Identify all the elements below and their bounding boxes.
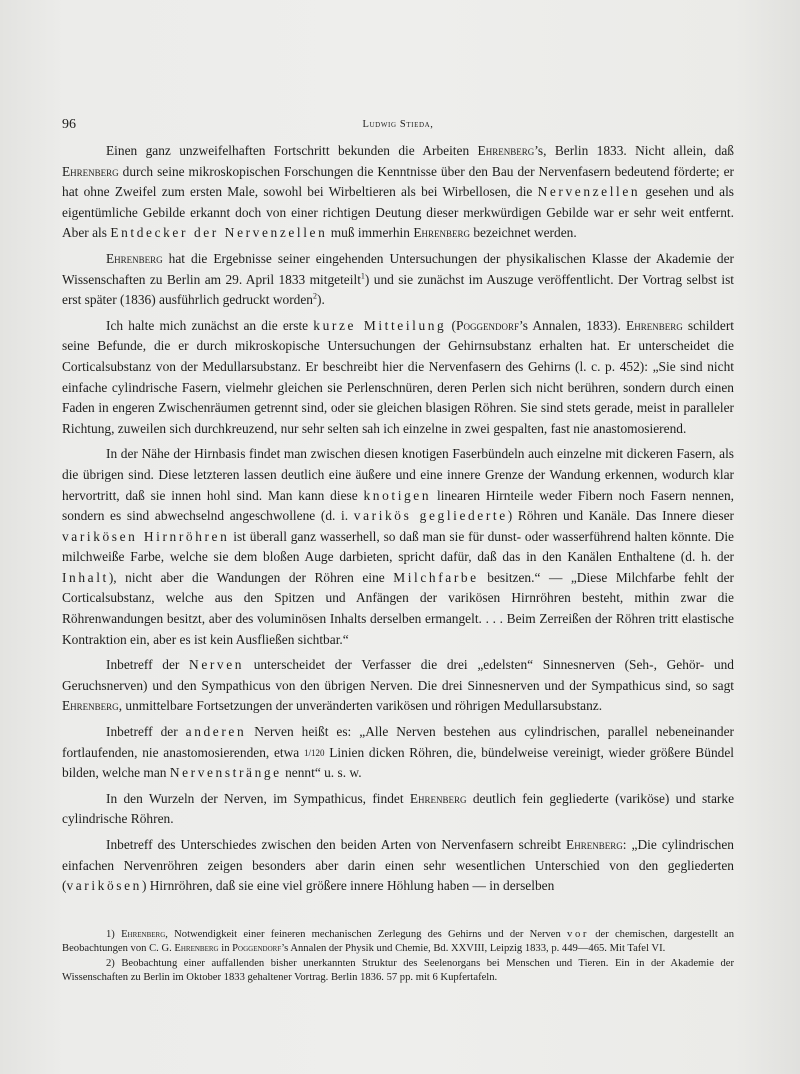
- text-run: Inbetreff der: [106, 724, 186, 740]
- text-run: muß immerhin: [327, 225, 414, 241]
- text-run-sp: knotigen: [363, 487, 432, 503]
- text-run-sup: 2: [313, 291, 317, 301]
- text-run-sp: Inhalt: [62, 569, 109, 585]
- text-run-sp: Nervenstränge: [169, 765, 282, 781]
- paragraph: [62, 835, 734, 897]
- page-number: 96: [62, 117, 76, 132]
- paragraph: [62, 655, 734, 717]
- text-run: Inbetreff des Unterschiedes zwischen den beiden Arten von Nervenfasern schreibt: [106, 837, 567, 852]
- text-run: (: [446, 317, 457, 333]
- text-run-sp: vor: [567, 929, 589, 940]
- text-run: ) und sie zunächst im Auszuge veröffentlicht. Der Vortrag selbst ist erst später (1836) ausführlich gedruckt worden: [62, 271, 735, 308]
- text-run: Nerven heißt es: „Alle Nerven bestehen aus cylindrischen, parallel nebeneinander fortlaufenden, nie anastomosierenden, etwa: [62, 724, 734, 760]
- text-run: ).: [317, 292, 325, 308]
- text-run-sc: Ehrenberg: [477, 143, 535, 158]
- text-run-sp: varikösen Hirnröhren: [62, 528, 230, 544]
- text-run: deutlich fein gegliederte (variköse) und starke cylindrische Röhren.: [62, 790, 735, 827]
- footnote: [62, 957, 734, 986]
- text-run: nennt“ u. s. w.: [281, 765, 362, 781]
- page-header: [62, 117, 734, 137]
- text-run-sp: varikösen: [66, 878, 142, 894]
- text-run-sc: Ehrenberg: [106, 250, 163, 266]
- paragraph: [62, 722, 734, 784]
- text-run: unterscheidet der Verfasser die drei „edelsten“ Sinnesnerven (Seh-, Gehör- und Geruchsnerven) und den Sympathicus von den übrigen Nerven. Die drei Sinnesnerven und der Sympathicus sind, so sagt: [62, 657, 734, 693]
- text-run-sc: Ehrenberg: [121, 929, 166, 940]
- text-run-sc: Poggendorf: [456, 317, 519, 333]
- paragraph: [62, 249, 734, 311]
- text-run: durch seine mikroskopischen Forschungen die Kenntnisse über den Bau der Nervenfasern bedeutend förderte; er hat ohne Zweifel zum ersten Male, sowohl bei Wirbeltieren als bei Wirbellosen, die: [62, 163, 734, 200]
- text-run-sp: Nerven: [189, 657, 245, 673]
- text-run-frac: 1/120: [303, 747, 325, 758]
- text-run: besitzen.“ — „Diese Milchfarbe fehlt der Corticalsubstanz, welche aus den Spitzen und Anfängen der varikösen Hirnröhren besteht, mithin zwar die Röhrenwandungen besitzt, aber des voluminösen Inhalts derselben ermangelt. . . . Beim Zerreißen der Röhren tritt elastische Kontraktion ein, aber es ist kein Ausfließen sichtbar.“: [62, 569, 734, 647]
- paragraph: [62, 444, 734, 650]
- text-run: ), nicht aber die Wandungen der Röhren eine: [108, 569, 394, 585]
- text-run-sc: Ehrenberg: [413, 225, 470, 241]
- text-run: ’s Annalen, 1833).: [518, 317, 627, 333]
- text-run-sp: anderen: [185, 724, 247, 740]
- text-run-sc: Poggendorf: [232, 943, 282, 955]
- text-run-sc: Ehrenberg: [566, 837, 623, 852]
- text-run-sc: Ehrenberg: [409, 790, 467, 806]
- text-run: ist überall ganz wasserhell, so daß man sie für dunst- oder wasserführend halten könnte. Die milchweiße Farbe, welche sie dem bloßen Auge darbieten, spricht dafür, daß das in den Kanälen Enthaltene (d. h. der: [62, 528, 734, 565]
- text-run-sp: Entdecker der Nervenzellen: [110, 225, 328, 241]
- text-run: Linien dicken Röhren, die, bündelweise vereinigt, wieder größere Bündel bilden, welche man: [62, 744, 734, 781]
- text-run: ’s, Berlin 1833. Nicht allein, daß: [534, 143, 734, 158]
- paragraph: [62, 141, 734, 244]
- text-run: : „Die cylindrischen einfachen Nervenröhren zeigen besonders aber darin einen sehr wesentlichen Unterschied von den gegliederten (: [62, 837, 734, 894]
- text-run: In den Wurzeln der Nerven, im Sympathicus, findet: [106, 790, 410, 806]
- text-run-sp: Milchfarbe: [393, 569, 479, 585]
- text-run-sc: Ehrenberg: [626, 317, 683, 333]
- text-run: Inbetreff der: [106, 657, 190, 673]
- footnotes: [62, 928, 734, 986]
- body-text: [62, 141, 734, 897]
- text-run: , Notwendigkeit einer feineren mechanischen Zerlegung des Gehirns und der Nerven: [165, 929, 568, 940]
- text-run: ) Hirnröhren, daß sie eine viel größere innere Höhlung haben — in derselben: [141, 878, 555, 894]
- text-run-sp: varikös gegliederte: [353, 508, 508, 524]
- text-run-sp: Nervenzellen: [537, 184, 641, 200]
- text-run: Ich halte mich zunächst an die erste: [106, 317, 314, 333]
- text-run: in: [218, 943, 233, 955]
- footnote: [62, 928, 734, 957]
- text-run-sp: kurze Mitteilung: [313, 317, 447, 333]
- text-run: bezeichnet werden.: [470, 225, 577, 241]
- text-run: der chemischen, dargestellt an Beobachtungen von C. G.: [62, 929, 734, 955]
- text-run: 1): [106, 929, 122, 940]
- text-run: Einen ganz unzweifelhaften Fortschritt bekunden die Arbeiten: [106, 143, 478, 158]
- text-run: , unmittelbare Fortsetzungen der unveränderten varikösen und röhrigen Medullarsubstanz.: [118, 698, 603, 714]
- text-run: schildert seine Befunde, die er durch mikroskopische Untersuchungen der Gehirnsubstanz erhalten hat. Er unterscheidet die Corticalsubstanz von der Medullarsubstanz. Er beschreibt hier die Nervenfasern des Gehirns (l. c. p. 452): „Sie sind nicht einfache cylindrische Fasern, vielmehr gleichen sie Perlenschnüren, deren Perlen sich nicht berühren, sondern durch einen Faden in engeren Zwischenräumen getrennt sind, oder sie gleichen blasigen Röhren. Sie sind stets gerade, meist in paralleler Richtung, zuweilen sich durchkreuzend, nur sehr selten sah ich einzelne in zwei gespalten, fast nie anastomosierend.: [62, 317, 734, 436]
- text-run: 2) Beobachtung einer auffallenden bisher unerkannten Struktur des Seelenorgans bei Menschen und Tieren. Ein in der Akademie der Wissenschaften zu Berlin im Oktober 1833 gehaltener Vortrag. Berlin 1836. 57 pp. mit 6 Kupfertafeln.: [62, 957, 734, 984]
- paragraph: [62, 789, 734, 830]
- text-run: In der Nähe der Hirnbasis findet man zwischen diesen knotigen Faserbündeln auch einzelne mit dickeren Fasern, als die übrigen sind. Diese letzteren lassen deutlich eine äußere und eine innere Grenze der Wandung erkennen, wodurch klar hervortritt, daß sie innen hohl sind. Man kann diese: [62, 446, 734, 503]
- running-head: Ludwig Stieda,: [362, 119, 434, 130]
- text-run: linearen Hirnteile weder Fibern noch Fasern nennen, sondern es sind abwechselnd angeschwollene (d. i.: [62, 487, 734, 524]
- text-run-sc: Ehrenberg: [62, 698, 119, 714]
- text-run: ’s Annalen der Physik und Chemie, Bd. XXVIII, Leipzig 1833, p. 449—465. Mit Tafel VI.: [281, 943, 666, 955]
- text-run: ) Röhren und Kanäle. Das Innere dieser: [507, 508, 734, 524]
- text-run: gesehen und als eigentümliche Gebilde erkannt doch von einer richtigen Deutung dieser merkwürdigen Gebilde war er sehr weit entfernt. Aber als: [62, 184, 735, 241]
- text-run-sup: 1: [360, 271, 365, 281]
- text-run-sc: Ehrenberg: [62, 163, 119, 179]
- text-run-sc: Ehrenberg: [174, 943, 219, 955]
- text-run: hat die Ergebnisse seiner eingehenden Untersuchungen der physikalischen Klasse der Akademie der Wissenschaften zu Berlin am 29. April 1833 mitgeteilt: [62, 250, 734, 287]
- paragraph: [62, 316, 734, 440]
